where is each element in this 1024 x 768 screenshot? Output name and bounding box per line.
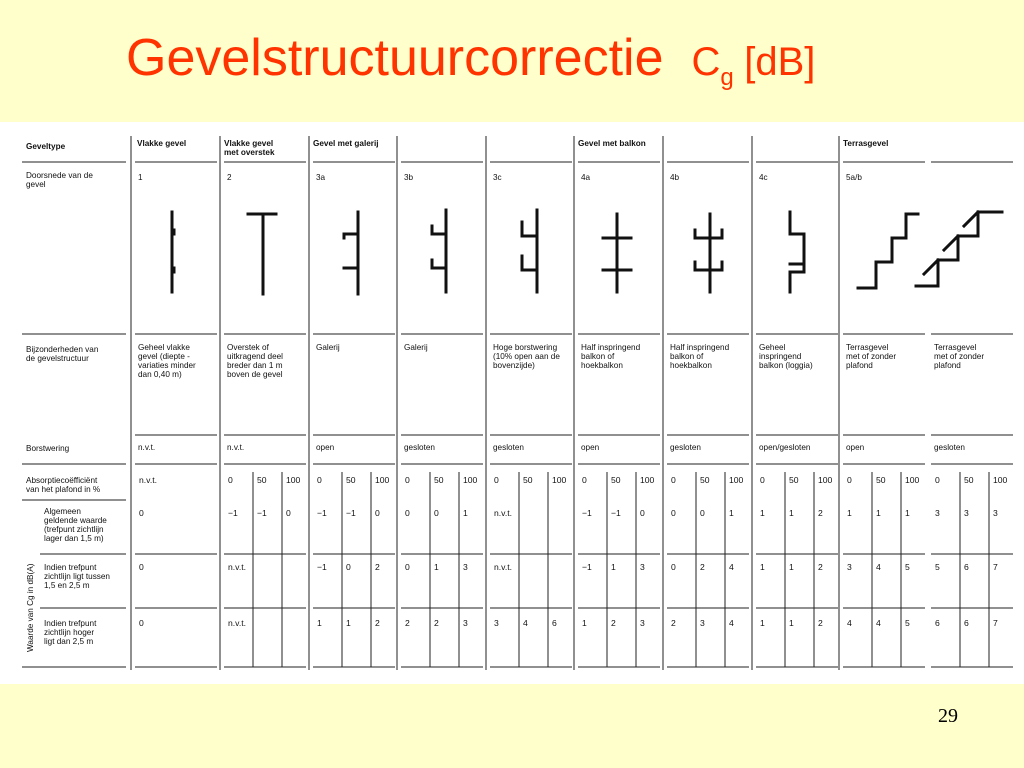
section-4a-balcony-open — [603, 214, 631, 292]
column-description: Half inspringend — [670, 343, 730, 352]
column-description: balkon (loggia) — [759, 361, 813, 370]
column-description: plafond — [934, 361, 961, 370]
value-absorptie: 50 — [876, 475, 886, 485]
value-algemeen: 0 — [434, 508, 439, 518]
title-main: Gevelstructuurcorrectie — [126, 29, 664, 87]
value-tussen: 1 — [760, 562, 765, 572]
value-absorptie: 50 — [257, 475, 267, 485]
section-5b-terraced-facade — [916, 212, 1002, 286]
column-description: balkon of — [581, 352, 615, 361]
value-algemeen: 0 — [640, 508, 645, 518]
group-header: Gevel met balkon — [578, 139, 646, 148]
column-borstwering: open — [581, 443, 600, 452]
value-tussen: 0 — [139, 562, 144, 572]
value-algemeen: 0 — [700, 508, 705, 518]
row-label-borstwering: Borstwering — [26, 444, 70, 453]
value-tussen: 0 — [346, 562, 351, 572]
column-description: met of zonder — [846, 352, 897, 361]
value-hoger: 2 — [375, 618, 380, 628]
value-tussen: 1 — [789, 562, 794, 572]
value-algemeen: 1 — [876, 508, 881, 518]
value-absorptie: 0 — [847, 475, 852, 485]
column-description: boven de gevel — [227, 370, 283, 379]
value-tussen: 2 — [375, 562, 380, 572]
column-description: dan 0,40 m) — [138, 370, 182, 379]
value-algemeen: −1 — [228, 508, 238, 518]
column-description: Geheel — [759, 343, 786, 352]
value-tussen: 3 — [463, 562, 468, 572]
value-tussen: 2 — [818, 562, 823, 572]
value-hoger: 1 — [346, 618, 351, 628]
value-hoger: 4 — [523, 618, 528, 628]
group-header: met overstek — [224, 148, 275, 157]
value-hoger: 5 — [905, 618, 910, 628]
column-id: 4b — [670, 173, 680, 182]
value-algemeen: 1 — [905, 508, 910, 518]
column-id: 3b — [404, 173, 414, 182]
value-hoger: 3 — [463, 618, 468, 628]
value-algemeen: n.v.t. — [494, 508, 512, 518]
value-algemeen: 1 — [463, 508, 468, 518]
value-tussen: n.v.t. — [494, 562, 512, 572]
column-borstwering: n.v.t. — [227, 443, 245, 452]
value-absorptie: 50 — [434, 475, 444, 485]
section-4b-balcony-closed — [695, 214, 722, 292]
row-label-algemeen: (trefpunt zichtlijn — [44, 525, 104, 534]
value-absorptie: 50 — [789, 475, 799, 485]
value-tussen: 0 — [405, 562, 410, 572]
row-label-hoger: ligt dan 2,5 m — [44, 637, 94, 646]
value-tussen: 4 — [729, 562, 734, 572]
value-absorptie: 0 — [582, 475, 587, 485]
column-description: balkon of — [670, 352, 704, 361]
slide-title — [126, 28, 815, 92]
column-description: Hoge borstwering — [493, 343, 558, 352]
value-algemeen: −1 — [346, 508, 356, 518]
row-label-hoger: Indien trefpunt — [44, 619, 97, 628]
row-label-algemeen: geldende waarde — [44, 516, 107, 525]
value-tussen: 3 — [640, 562, 645, 572]
value-algemeen: 3 — [993, 508, 998, 518]
row-label-doorsnede: gevel — [26, 180, 46, 189]
value-absorptie: 100 — [640, 475, 655, 485]
group-header: Vlakke gevel — [137, 139, 187, 148]
column-description: Galerij — [404, 343, 428, 352]
value-absorptie: 100 — [905, 475, 920, 485]
value-tussen: 6 — [964, 562, 969, 572]
value-hoger: 1 — [789, 618, 794, 628]
column-borstwering: gesloten — [404, 443, 435, 452]
value-absorptie: 0 — [228, 475, 233, 485]
column-borstwering: n.v.t. — [138, 443, 156, 452]
value-tussen: n.v.t. — [228, 562, 246, 572]
value-tussen: 1 — [611, 562, 616, 572]
row-label-absorptie: van het plafond in % — [26, 485, 101, 494]
value-tussen: 1 — [434, 562, 439, 572]
value-absorptie: 100 — [993, 475, 1008, 485]
column-description: breder dan 1 m — [227, 361, 283, 370]
value-absorptie: 100 — [818, 475, 833, 485]
value-hoger: 6 — [964, 618, 969, 628]
value-absorptie: 50 — [700, 475, 710, 485]
row-label-tussen: zichtlijn ligt tussen — [44, 572, 110, 581]
row-label-geveltype: Geveltype — [26, 142, 66, 151]
page-number: 29 — [938, 705, 958, 727]
group-header: Terrasgevel — [843, 139, 889, 148]
column-id: 5a/b — [846, 173, 862, 182]
section-2-overhang — [248, 214, 276, 294]
section-4c-loggia — [790, 212, 804, 292]
row-label-hoger: zichtlijn hoger — [44, 628, 95, 637]
value-hoger: 2 — [818, 618, 823, 628]
value-absorptie: 100 — [552, 475, 567, 485]
value-hoger: 1 — [317, 618, 322, 628]
column-description: uitkragend deel — [227, 352, 283, 361]
row-label-bijzonderheden: de gevelstructuur — [26, 354, 89, 363]
column-description: variaties minder — [138, 361, 196, 370]
value-algemeen: 2 — [818, 508, 823, 518]
value-hoger: 4 — [876, 618, 881, 628]
column-borstwering: open — [316, 443, 335, 452]
title-symbol: C — [691, 40, 721, 84]
row-label-algemeen: lager dan 1,5 m) — [44, 534, 104, 543]
value-algemeen: −1 — [317, 508, 327, 518]
value-algemeen: 3 — [964, 508, 969, 518]
column-description: gevel (diepte - — [138, 352, 190, 361]
value-absorptie: 100 — [729, 475, 744, 485]
column-borstwering: gesloten — [493, 443, 524, 452]
column-description: Overstek of — [227, 343, 269, 352]
value-hoger: 3 — [494, 618, 499, 628]
facade-correction-table — [0, 122, 1024, 684]
value-algemeen: 1 — [729, 508, 734, 518]
column-description: Terrasgevel — [934, 343, 977, 352]
value-hoger: 3 — [700, 618, 705, 628]
group-header: Vlakke gevel — [224, 139, 274, 148]
column-id: 4a — [581, 173, 591, 182]
value-absorptie: 50 — [346, 475, 356, 485]
value-tussen: 5 — [905, 562, 910, 572]
value-absorptie: 100 — [375, 475, 390, 485]
value-tussen: −1 — [317, 562, 327, 572]
value-hoger: 0 — [139, 618, 144, 628]
value-algemeen: 0 — [671, 508, 676, 518]
value-algemeen: 3 — [935, 508, 940, 518]
value-hoger: 2 — [611, 618, 616, 628]
value-hoger: 3 — [640, 618, 645, 628]
value-hoger: 2 — [405, 618, 410, 628]
row-label-bijzonderheden: Bijzonderheden van — [26, 345, 99, 354]
value-algemeen: 0 — [405, 508, 410, 518]
column-description: met of zonder — [934, 352, 985, 361]
value-algemeen: 0 — [139, 508, 144, 518]
column-borstwering: open — [846, 443, 865, 452]
value-hoger: 4 — [729, 618, 734, 628]
column-description: (10% open aan de — [493, 352, 560, 361]
value-absorptie: 50 — [611, 475, 621, 485]
value-algemeen: 1 — [847, 508, 852, 518]
value-hoger: 7 — [993, 618, 998, 628]
value-absorptie: 50 — [964, 475, 974, 485]
column-description: Geheel vlakke — [138, 343, 190, 352]
column-id: 4c — [759, 173, 768, 182]
row-label-algemeen: Algemeen — [44, 507, 81, 516]
value-absorptie: 0 — [405, 475, 410, 485]
value-absorptie: 0 — [760, 475, 765, 485]
column-description: Galerij — [316, 343, 340, 352]
column-description: Terrasgevel — [846, 343, 889, 352]
value-algemeen: 0 — [286, 508, 291, 518]
section-3c-high-parapet — [522, 210, 537, 292]
group-header: Gevel met galerij — [313, 139, 379, 148]
row-label-doorsnede: Doorsnede van de — [26, 171, 93, 180]
row-label-absorptie: Absorptiecoëfficiënt — [26, 476, 98, 485]
value-tussen: −1 — [582, 562, 592, 572]
value-absorptie: 100 — [463, 475, 478, 485]
value-absorptie: 0 — [317, 475, 322, 485]
value-hoger: 1 — [760, 618, 765, 628]
value-tussen: 5 — [935, 562, 940, 572]
column-description: inspringend — [759, 352, 802, 361]
value-tussen: 0 — [671, 562, 676, 572]
value-hoger: 1 — [582, 618, 587, 628]
value-tussen: 3 — [847, 562, 852, 572]
row-label-tussen: Indien trefpunt — [44, 563, 97, 572]
column-borstwering: gesloten — [934, 443, 965, 452]
column-id: 3a — [316, 173, 326, 182]
section-1-flat-facade — [172, 212, 174, 292]
row-label-tussen: 1,5 en 2,5 m — [44, 581, 90, 590]
value-algemeen: −1 — [611, 508, 621, 518]
column-id: 2 — [227, 173, 232, 182]
column-description: hoekbalkon — [670, 361, 712, 370]
value-hoger: 4 — [847, 618, 852, 628]
value-hoger: n.v.t. — [228, 618, 246, 628]
value-algemeen: 1 — [789, 508, 794, 518]
value-algemeen: 0 — [375, 508, 380, 518]
column-id: 1 — [138, 173, 143, 182]
column-description: bovenzijde) — [493, 361, 535, 370]
row-label-waarde-vertical: Waarde van Cg in dB(A) — [26, 563, 35, 652]
value-algemeen: 1 — [760, 508, 765, 518]
value-algemeen: −1 — [582, 508, 592, 518]
column-description: Half inspringend — [581, 343, 641, 352]
section-3a-gallery-open — [344, 212, 358, 294]
value-tussen: 7 — [993, 562, 998, 572]
value-hoger: 6 — [935, 618, 940, 628]
value-hoger: 6 — [552, 618, 557, 628]
value-hoger: 2 — [434, 618, 439, 628]
value-tussen: 4 — [876, 562, 881, 572]
value-absorptie: 100 — [286, 475, 301, 485]
column-borstwering: open/gesloten — [759, 443, 811, 452]
table-svg — [0, 122, 1024, 684]
column-borstwering: gesloten — [670, 443, 701, 452]
value-absorptie: 0 — [671, 475, 676, 485]
value-tussen: 2 — [700, 562, 705, 572]
value-absorptie: 0 — [494, 475, 499, 485]
column-description: hoekbalkon — [581, 361, 623, 370]
section-3b-gallery-closed — [432, 210, 446, 292]
column-id: 3c — [493, 173, 502, 182]
title-subscript: g — [720, 64, 734, 91]
value-algemeen: −1 — [257, 508, 267, 518]
value-absorptie: 50 — [523, 475, 533, 485]
column-description: plafond — [846, 361, 873, 370]
title-unit: [dB] — [744, 40, 816, 84]
section-5a-terraced-facade — [858, 214, 918, 288]
value-hoger: 2 — [671, 618, 676, 628]
value-absorptie: 0 — [935, 475, 940, 485]
value-absorptie: n.v.t. — [139, 475, 157, 485]
